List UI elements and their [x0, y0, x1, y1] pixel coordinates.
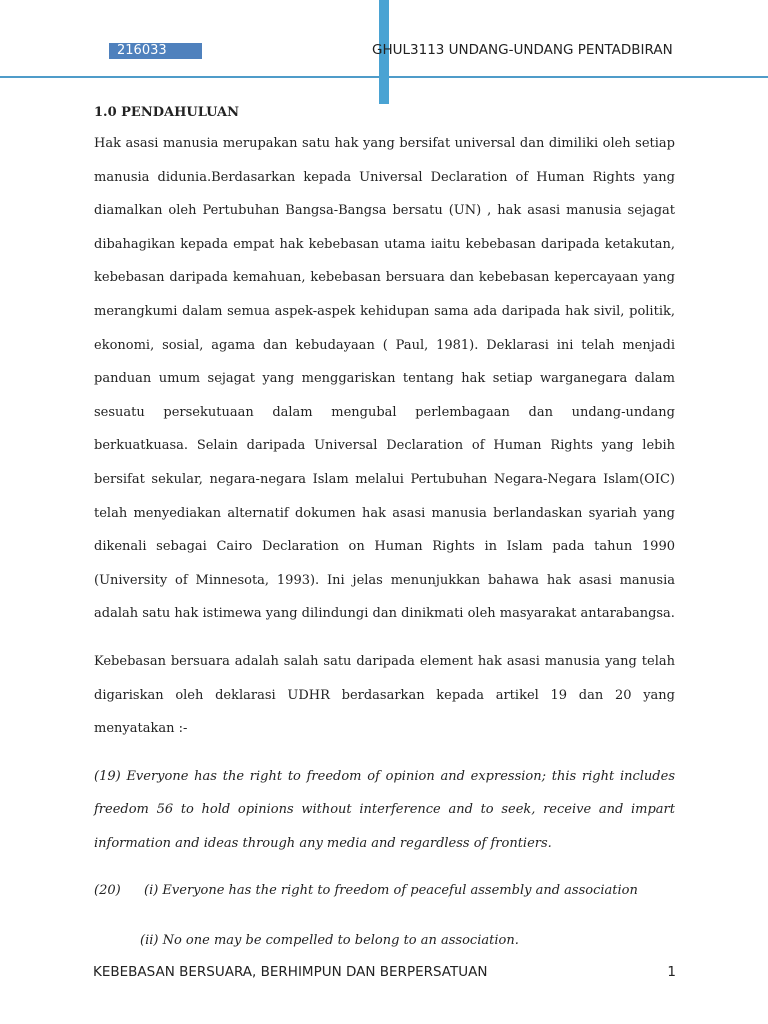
page-number: 1: [667, 964, 676, 980]
article-20-line-i: [94, 874, 675, 908]
article-20-clause-ii: (ii) No one may be compelled to belong to an association.: [140, 933, 519, 949]
student-id-label: 216033: [109, 43, 202, 59]
article-19-quote: (19) Everyone has the right to freedom of opinion and expression; this right includes freedom 56 to hold opinions without interference and to seek, receive and impart information and ideas through any media and regardless of frontiers.: [94, 768, 675, 851]
document-body: [94, 101, 675, 958]
intro-paragraph: Hak asasi manusia merupakan satu hak yang bersifat universal dan dimiliki oleh setiap manusia didunia.Berdasarkan kepada Universal Declaration of Human Rights yang diamalkan oleh Pertubuhan Bangsa-Bangsa bersatu (UN) , hak asasi manusia sejagat dibahagikan kepada empat hak kebebasan utama iaitu kebebasan daripada ketakutan, kebebasan daripada kemahuan, kebebasan bersuara dan kebebasan kepercayaan yang merangkumi dalam semua aspek-aspek kehidupan sama ada daripada hak sivil, politik, ekonomi, sosial, agama dan kebudayaan ( Paul, 1981). Deklarasi ini telah menjadi panduan umum sejagat yang menggariskan tentang hak setiap warganegara dalam sesuatu persekutuaan dalam mengubal perlembagaan dan undang-undang berkuatkuasa. Selain daripada Universal Declaration of Human Rights yang lebih bersifat sekular, negara-negara Islam melalui Pertubuhan Negara-Negara Islam(OIC) telah menyediakan alternatif dokumen hak asasi manusia berlandaskan syariah yang dikenali sebagai Cairo Declaration on Human Rights in Islam pada tahun 1990 (University of Minnesota, 1993). Ini jelas menunjukkan bahawa hak asasi manusia adalah satu hak istimewa yang dilindungi dan dinikmati oleh masyarakat antarabangsa.: [94, 136, 675, 622]
course-title: GHUL3113 UNDANG-UNDANG PENTADBIRAN: [372, 42, 673, 58]
section-heading: 1.0 PENDAHULUAN: [94, 105, 240, 120]
freedom-paragraph: Kebebasan bersuara adalah salah satu daripada element hak asasi manusia yang telah digariskan oleh deklarasi UDHR berdasarkan kepada artikel 19 dan 20 yang menyatakan :-: [94, 653, 675, 737]
article-20-number: (20): [94, 883, 121, 899]
footer-title: KEBEBASAN BERSUARA, BERHIMPUN DAN BERPERSATUAN: [93, 964, 488, 980]
article-20-clause-i: (i) Everyone has the right to freedom of peaceful assembly and association: [144, 883, 638, 899]
